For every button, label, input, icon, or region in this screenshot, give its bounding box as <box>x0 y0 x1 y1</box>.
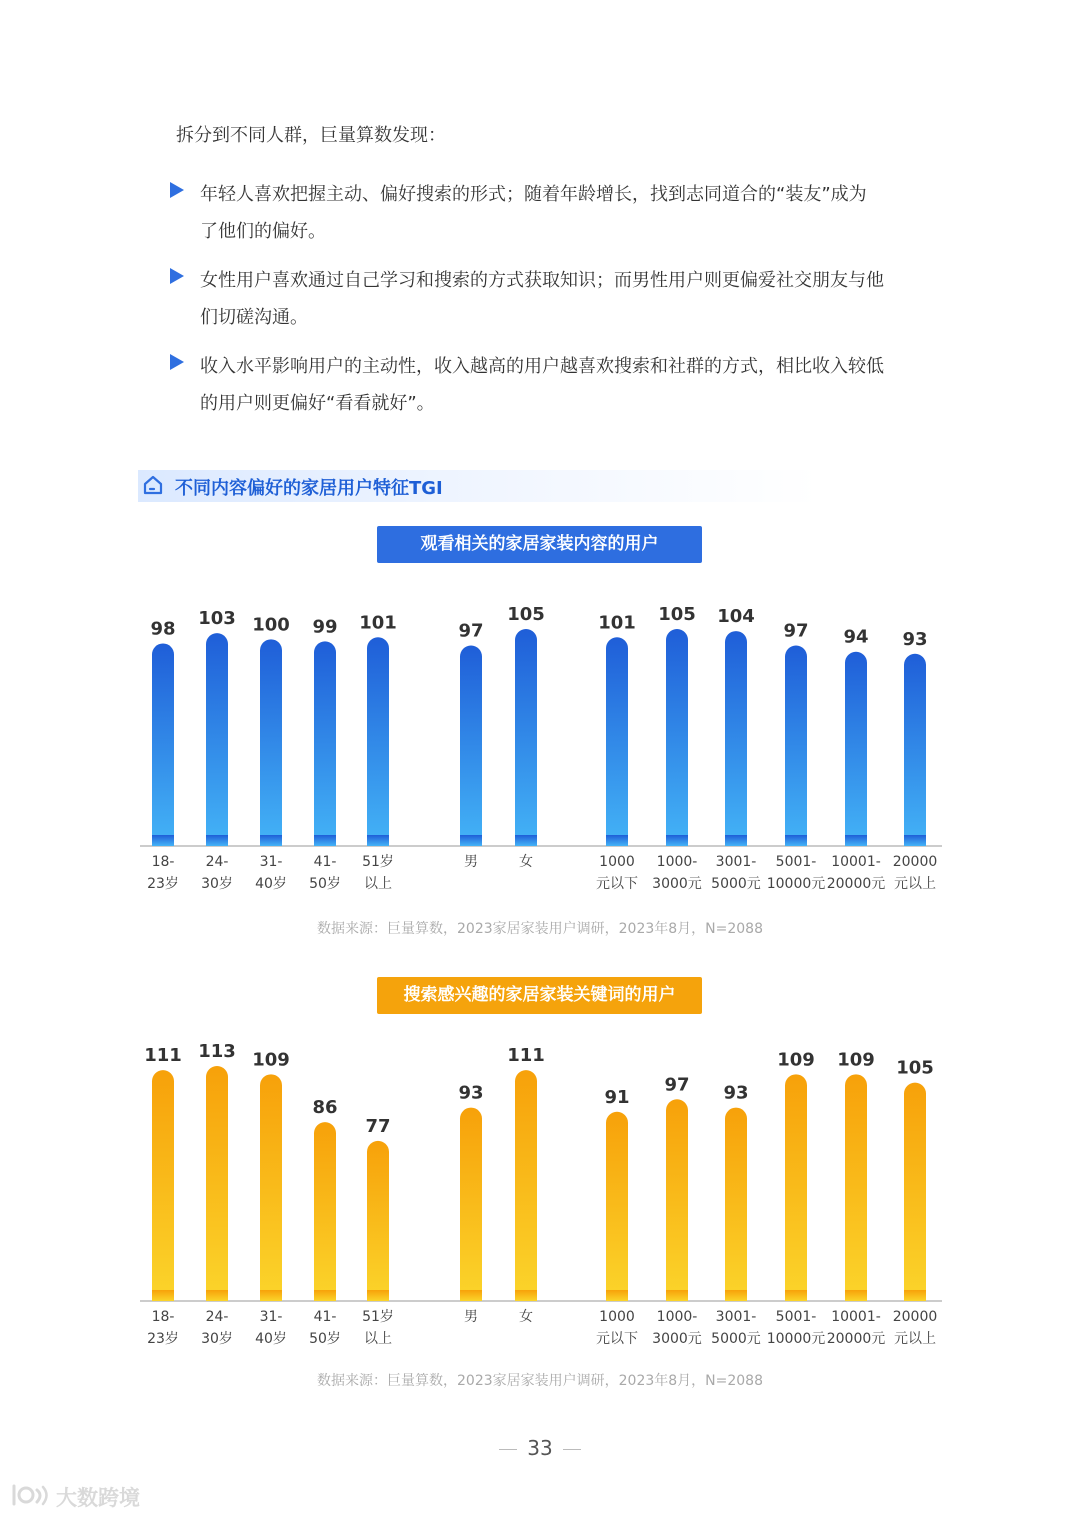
bar <box>367 1141 389 1301</box>
bar <box>260 639 282 846</box>
category-label: 10000元 <box>766 1331 826 1347</box>
category-label: 20000元 <box>826 1331 886 1347</box>
bar <box>785 1074 807 1301</box>
category-label: 3000元 <box>652 1331 702 1347</box>
bar-base <box>845 1290 867 1301</box>
bar-base <box>460 835 482 846</box>
data-label: 113 <box>198 1041 236 1062</box>
page-number <box>0 1436 1080 1460</box>
data-source-1: 数据来源：巨量算数，2023家居家装用户调研，2023年8月，N=2088 <box>317 921 763 937</box>
bar-base <box>515 835 537 846</box>
page-number-text: 33 <box>527 1436 553 1460</box>
bar <box>845 1074 867 1301</box>
category-label: 23岁 <box>147 876 179 892</box>
bar-base <box>666 1290 688 1301</box>
category-label: 5001- <box>775 1309 817 1325</box>
data-label: 105 <box>507 604 545 625</box>
bar <box>206 633 228 846</box>
bullet-line: 女性用户喜欢通过自己学习和搜索的方式获取知识；而男性用户则更偏爱社交朋友与他 <box>200 270 884 291</box>
bar <box>460 1108 482 1301</box>
data-label: 97 <box>783 620 809 642</box>
data-label: 105 <box>658 604 696 625</box>
data-label: 104 <box>717 606 755 628</box>
category-label: 1000 <box>599 854 635 870</box>
bar <box>725 1108 747 1301</box>
bullet-line: 了他们的偏好。 <box>200 221 326 242</box>
category-label: 1000- <box>656 854 698 870</box>
bar <box>725 631 747 846</box>
bar <box>606 1112 628 1301</box>
bar-base <box>314 1290 336 1301</box>
category-label: 31- <box>259 1309 283 1325</box>
data-label: 98 <box>150 618 176 640</box>
bar <box>314 1122 336 1301</box>
data-label: 101 <box>359 612 397 634</box>
watermark-text: 大数跨境 <box>56 1486 140 1510</box>
bar-base <box>367 835 389 846</box>
category-label: 51岁 <box>362 854 394 870</box>
bar <box>666 629 688 846</box>
bar-base <box>785 1290 807 1301</box>
chart-1-title: 观看相关的家居家装内容的用户 <box>377 526 702 563</box>
category-label: 24- <box>205 854 229 870</box>
bar <box>152 643 174 846</box>
category-label: 元以上 <box>894 876 936 892</box>
data-label: 94 <box>843 626 869 648</box>
bar-base <box>725 835 747 846</box>
bar-base <box>152 835 174 846</box>
data-source-2: 数据来源：巨量算数，2023家居家装用户调研，2023年8月，N=2088 <box>317 1373 763 1389</box>
category-label: 元以下 <box>596 1331 638 1347</box>
category-label: 1000 <box>599 1309 635 1325</box>
category-label: 20000元 <box>826 876 886 892</box>
data-label: 105 <box>896 1057 934 1079</box>
data-label: 91 <box>604 1086 630 1108</box>
category-label: 3000元 <box>652 876 702 892</box>
data-label: 103 <box>198 608 236 630</box>
intro-text: 拆分到不同人群，巨量算数发现： <box>176 125 446 146</box>
bar <box>314 641 336 846</box>
category-label: 40岁 <box>255 1331 287 1347</box>
bar <box>260 1074 282 1301</box>
bar-base <box>260 835 282 846</box>
bar-base <box>152 1290 174 1301</box>
bar-base <box>367 1290 389 1301</box>
page-dash <box>499 1449 517 1450</box>
category-label: 10001- <box>831 854 881 870</box>
bar <box>460 646 482 846</box>
category-label: 男 <box>464 854 478 870</box>
data-label: 109 <box>252 1049 290 1071</box>
data-label: 109 <box>777 1049 815 1071</box>
bar-base <box>206 835 228 846</box>
category-label: 5000元 <box>711 1331 761 1347</box>
section-title: 不同内容偏好的家居用户特征TGI <box>175 478 443 499</box>
bar <box>515 1070 537 1301</box>
watermark-logo-icon <box>10 1482 50 1508</box>
bar-base <box>515 1290 537 1301</box>
category-label: 10000元 <box>766 876 826 892</box>
category-label: 18- <box>151 854 175 870</box>
bullet-line: 的用户则更偏好“看看就好”。 <box>200 393 435 414</box>
data-label: 93 <box>723 1082 749 1104</box>
category-label: 男 <box>464 1309 478 1325</box>
category-label: 20000 <box>892 1309 938 1325</box>
bar <box>367 637 389 846</box>
bar <box>785 646 807 846</box>
bullet-line: 们切磋沟通。 <box>200 307 308 328</box>
data-label: 77 <box>365 1115 391 1137</box>
bar-base <box>904 1290 926 1301</box>
data-label: 109 <box>837 1049 875 1071</box>
bar-base <box>206 1290 228 1301</box>
category-label: 50岁 <box>309 1331 341 1347</box>
category-label: 31- <box>259 854 283 870</box>
category-label: 40岁 <box>255 876 287 892</box>
category-label: 1000- <box>656 1309 698 1325</box>
bar-base <box>785 835 807 846</box>
bar-base <box>725 1290 747 1301</box>
category-label: 5001- <box>775 854 817 870</box>
category-label: 3001- <box>715 1309 757 1325</box>
data-label: 101 <box>598 612 636 634</box>
category-label: 23岁 <box>147 1331 179 1347</box>
category-label: 5000元 <box>711 876 761 892</box>
page-dash <box>563 1449 581 1450</box>
category-label: 30岁 <box>201 876 233 892</box>
bar-base <box>666 835 688 846</box>
data-label: 99 <box>312 616 338 638</box>
bar <box>904 1083 926 1301</box>
bar <box>845 652 867 846</box>
bar-base <box>904 835 926 846</box>
data-label: 100 <box>252 614 290 636</box>
category-label: 30岁 <box>201 1331 233 1347</box>
category-label: 20000 <box>892 854 938 870</box>
category-label: 18- <box>151 1309 175 1325</box>
data-label: 111 <box>144 1045 182 1067</box>
data-label: 93 <box>902 628 928 650</box>
data-label: 97 <box>458 620 484 642</box>
category-label: 以上 <box>364 876 392 892</box>
category-label: 10001- <box>831 1309 881 1325</box>
data-label: 93 <box>458 1082 484 1104</box>
bar-base <box>460 1290 482 1301</box>
bar <box>152 1070 174 1301</box>
bar <box>904 654 926 846</box>
category-label: 24- <box>205 1309 229 1325</box>
data-label: 86 <box>312 1097 338 1119</box>
bullet-line: 收入水平影响用户的主动性，收入越高的用户越喜欢搜索和社群的方式，相比收入较低 <box>200 356 884 377</box>
bullet-line: 年轻人喜欢把握主动、偏好搜索的形式；随着年龄增长，找到志同道合的“装友”成为 <box>200 184 867 205</box>
category-label: 元以上 <box>894 1331 936 1347</box>
category-label: 3001- <box>715 854 757 870</box>
bar-base <box>314 835 336 846</box>
data-label: 97 <box>664 1074 690 1096</box>
category-label: 元以下 <box>596 876 638 892</box>
category-label: 41- <box>313 1309 337 1325</box>
data-label: 111 <box>507 1045 545 1067</box>
category-label: 41- <box>313 854 337 870</box>
bar <box>666 1099 688 1301</box>
category-label: 以上 <box>364 1331 392 1347</box>
bar <box>606 637 628 846</box>
chart-2-title: 搜索感兴趣的家居家装关键词的用户 <box>377 977 702 1014</box>
bar <box>515 629 537 846</box>
category-label: 女 <box>519 854 533 870</box>
category-label: 50岁 <box>309 876 341 892</box>
bar-base <box>260 1290 282 1301</box>
category-label: 51岁 <box>362 1309 394 1325</box>
bar-base <box>845 835 867 846</box>
category-label: 女 <box>519 1309 533 1325</box>
bar-base <box>606 1290 628 1301</box>
bar-base <box>606 835 628 846</box>
bar <box>206 1066 228 1301</box>
